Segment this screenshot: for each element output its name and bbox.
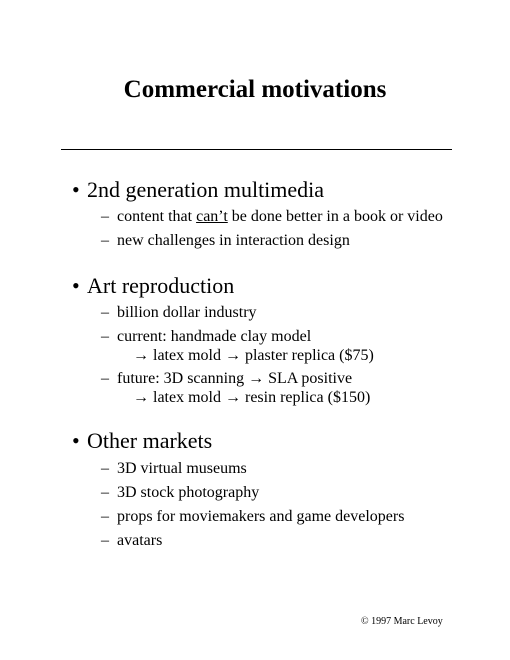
list-item-text: new challenges in interaction design bbox=[117, 232, 350, 249]
list-item bbox=[101, 369, 352, 389]
dash-marker: – bbox=[101, 484, 109, 501]
dash-marker: – bbox=[101, 328, 109, 345]
list-item bbox=[101, 483, 259, 503]
section-heading bbox=[72, 273, 234, 299]
bullet-marker: • bbox=[72, 273, 80, 298]
title-divider bbox=[61, 149, 452, 150]
list-item bbox=[101, 327, 311, 347]
dash-marker: – bbox=[101, 508, 109, 525]
dash-marker: – bbox=[101, 370, 109, 387]
list-item-continuation: → latex mold → plaster replica ($75) bbox=[133, 347, 374, 364]
list-item-continuation: → latex mold → resin replica ($150) bbox=[133, 389, 371, 406]
dash-marker: – bbox=[101, 532, 109, 549]
section-heading bbox=[72, 428, 212, 454]
section-heading-text: Art reproduction bbox=[87, 273, 235, 298]
underlined-word: can’t bbox=[196, 208, 228, 225]
section-heading bbox=[72, 177, 324, 203]
list-item bbox=[101, 459, 247, 479]
dash-marker: – bbox=[101, 208, 109, 225]
list-item bbox=[101, 531, 162, 551]
list-item-text: props for moviemakers and game developers bbox=[117, 508, 405, 525]
dash-marker: – bbox=[101, 304, 109, 321]
bullet-marker: • bbox=[72, 428, 80, 453]
dash-marker: – bbox=[101, 460, 109, 477]
list-item-text: future: 3D scanning → SLA positive bbox=[117, 370, 353, 387]
list-item-text: current: handmade clay model bbox=[117, 328, 312, 345]
list-item-text: 3D stock photography bbox=[117, 484, 260, 501]
list-item-text-pre: content that bbox=[117, 208, 197, 225]
list-item bbox=[101, 231, 350, 251]
list-item-text: billion dollar industry bbox=[117, 304, 257, 321]
list-item bbox=[101, 303, 257, 323]
bullet-marker: • bbox=[72, 177, 80, 202]
slide-title: Commercial motivations bbox=[123, 76, 387, 103]
list-item bbox=[101, 207, 443, 227]
list-item-text-post: be done better in a book or video bbox=[227, 208, 443, 225]
dash-marker: – bbox=[101, 232, 109, 249]
list-item-text: avatars bbox=[117, 532, 163, 549]
copyright-footer: © 1997 Marc Levoy bbox=[361, 616, 443, 627]
section-heading-text: 2nd generation multimedia bbox=[87, 177, 325, 202]
list-item bbox=[101, 507, 404, 527]
section-heading-text: Other markets bbox=[87, 428, 213, 453]
list-item-text: 3D virtual museums bbox=[117, 460, 247, 477]
